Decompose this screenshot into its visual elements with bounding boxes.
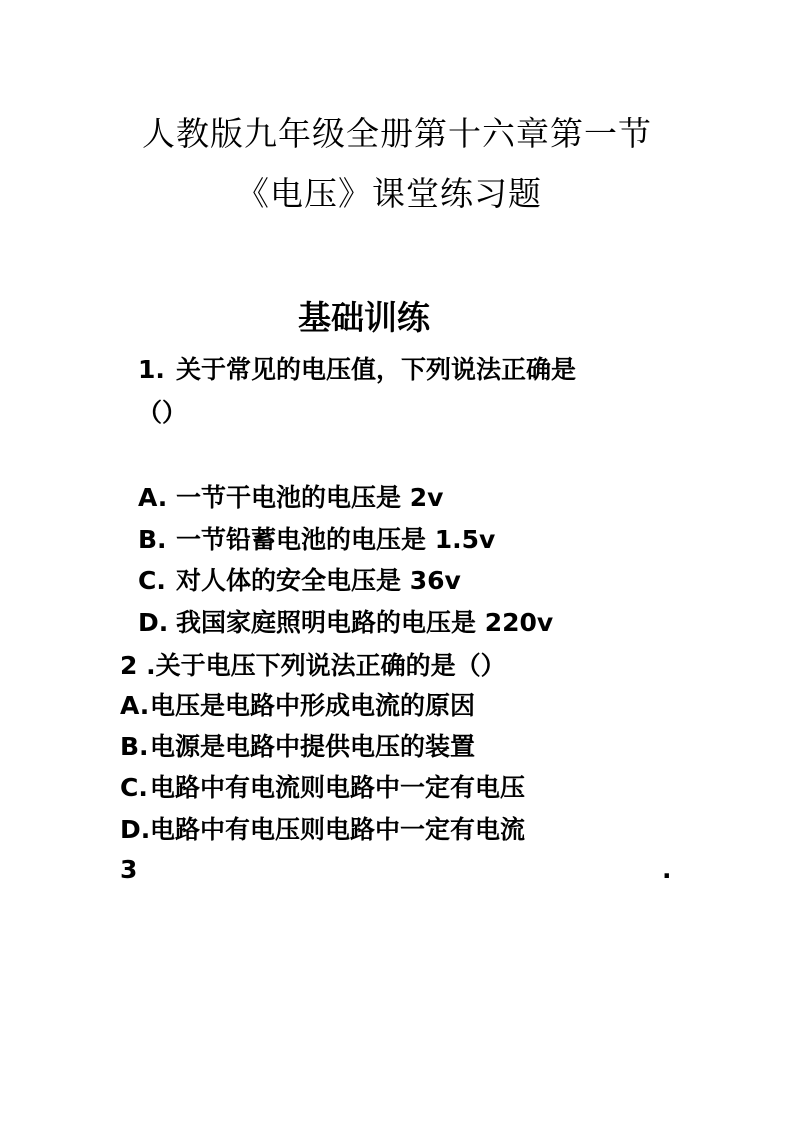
question-3-number: 3: [120, 855, 138, 884]
question-1-number: 1.: [138, 355, 165, 384]
option-text: 一节干电池的电压是 2v: [176, 483, 444, 512]
document-title-line2: 《电压》课堂练习题: [236, 174, 542, 213]
option-label: B.: [138, 525, 167, 554]
question-1-option-a: [138, 478, 443, 514]
question-2: 2 .关于电压下列说法正确的是（）: [120, 651, 506, 680]
option-label: C.: [120, 773, 148, 802]
option-label: A.: [138, 483, 168, 512]
option-label: D.: [120, 815, 151, 844]
option-text: 对人体的安全电压是 36v: [176, 566, 461, 595]
question-1-option-b: [138, 520, 495, 556]
document-title-line1: 人教版九年级全册第十六章第一节: [142, 114, 652, 153]
option-label: D.: [138, 608, 169, 637]
question-3-trailing-dot: .: [662, 855, 672, 884]
question-2-option-c: [120, 768, 525, 804]
option-label: C.: [138, 566, 166, 595]
option-text: 电路中有电压则电路中一定有电流: [150, 815, 526, 844]
option-text: 我国家庭照明电路的电压是 220v: [176, 608, 554, 637]
question-2-option-a: [120, 686, 475, 722]
question-1-blank: （）: [137, 398, 188, 427]
option-text: 电源是电路中提供电压的装置: [150, 732, 476, 761]
option-label: A.: [120, 691, 150, 720]
question-1-text: 关于常见的电压值，下列说法正确是: [176, 355, 577, 384]
question-1-option-c: [138, 561, 461, 597]
option-label: B.: [120, 732, 149, 761]
section-heading: 基础训练: [298, 298, 430, 337]
option-text: 电压是电路中形成电流的原因: [150, 691, 476, 720]
option-text: 电路中有电流则电路中一定有电压: [150, 773, 526, 802]
question-2-option-d: [120, 810, 525, 846]
question-1-option-d: [138, 603, 553, 639]
option-text: 一节铅蓄电池的电压是 1.5v: [176, 525, 496, 554]
question-1: [138, 350, 576, 386]
question-2-option-b: [120, 727, 475, 763]
